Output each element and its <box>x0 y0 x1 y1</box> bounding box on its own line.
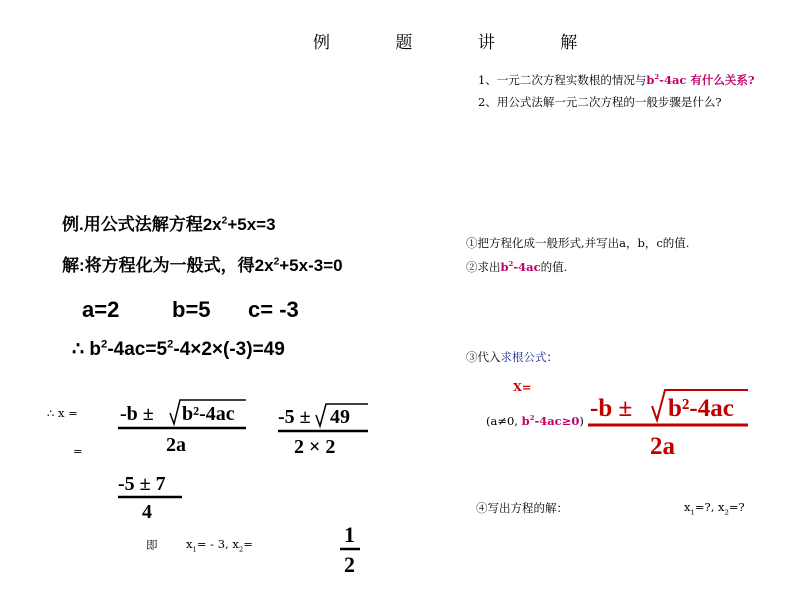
step-4-sub2: 2 <box>724 508 729 517</box>
step-1: ①把方程化成一般形式,并写出a，b，c的值. <box>466 236 690 250</box>
step-3 <box>466 349 558 365</box>
question-1-text: 1、一元二次方程实数根的情况与 <box>478 73 647 87</box>
cond-pre: (a≠0, <box>486 414 522 428</box>
step-4: ④写出方程的解： <box>476 501 568 515</box>
example-prompt-pre: 例.用公式法解方程2x <box>62 215 222 234</box>
slide-title: 例 题 讲 解 <box>313 33 608 53</box>
solution-sup: 2 <box>273 256 280 268</box>
roots-result <box>186 537 253 554</box>
solution-line <box>62 251 343 276</box>
question-1 <box>478 72 755 88</box>
disc-post: -4×2×(-3)=49 <box>173 339 285 360</box>
roots-x1-sub: 1 <box>192 545 197 554</box>
disc-mid: -4ac=5 <box>107 339 168 360</box>
quadratic-formula-svg <box>586 388 752 460</box>
fraction-half-svg <box>338 520 364 578</box>
fraction-general-rad: b²-4ac <box>182 403 235 425</box>
therefore-x: ∴ x = <box>47 406 78 420</box>
cond-b: b <box>521 414 530 428</box>
step-3-formula-link: 求根公式 <box>500 350 547 364</box>
cond-post: ) <box>579 414 584 428</box>
disc-sup1: 2 <box>100 338 108 351</box>
step-4-post: =? <box>728 500 745 514</box>
fraction-substituted-den: 2 × 2 <box>294 436 336 457</box>
disc-pre: ∴ b <box>72 339 101 360</box>
fraction-simplified-num: -5 ± 7 <box>118 473 166 495</box>
step-2-pre: ②求出 <box>466 260 501 274</box>
example-prompt-post: +5x=3 <box>227 215 276 234</box>
example-prompt-sup: 2 <box>221 215 228 227</box>
fraction-substituted-rad: 49 <box>330 406 350 428</box>
formula-den: 2a <box>650 433 675 460</box>
fraction-simplified-svg <box>114 468 186 524</box>
fraction-general-num: -b ± <box>120 403 154 425</box>
solution-post: +5x-3=0 <box>279 256 343 275</box>
step-2-post: 的值. <box>540 260 568 274</box>
fraction-half-num: 1 <box>344 522 355 547</box>
fraction-general-den: 2a <box>166 434 186 456</box>
step-3-pre: ③代入 <box>466 350 501 364</box>
step-4-mid: =?, x <box>694 500 725 514</box>
fraction-substituted-num: -5 ± <box>278 406 311 428</box>
coef-c: c= -3 <box>248 297 299 322</box>
fraction-substituted-svg <box>276 401 371 457</box>
formula-num: -b ± <box>590 395 633 422</box>
fraction-general-svg <box>116 398 250 458</box>
step-2-highlight <box>501 260 541 274</box>
example-prompt <box>62 210 276 235</box>
step-3-post: ： <box>546 350 558 364</box>
roots-x2-sub: 2 <box>238 545 244 554</box>
ji-label: 即 <box>146 538 158 552</box>
x-equals: X= <box>513 380 532 394</box>
coef-a: a=2 <box>82 297 120 322</box>
cond-mid: -4ac≥0 <box>534 414 580 428</box>
fraction-simplified-den: 4 <box>142 501 152 523</box>
step-4-sub1: 1 <box>690 508 695 517</box>
step-2-b: b <box>500 260 509 274</box>
question-1-post: -4ac 有什么关系? <box>659 73 755 87</box>
question-2: 2、用公式法解一元二次方程的一般步骤是什么? <box>478 95 722 109</box>
fraction-half-den: 2 <box>344 552 355 577</box>
roots-x2-val: = <box>243 537 253 551</box>
cond-sup: 2 <box>529 414 535 423</box>
solution-pre: 解:将方程化为一般式，得2x <box>62 256 274 275</box>
step-4-roots <box>684 500 745 517</box>
formula-condition <box>486 414 584 428</box>
step-2-sup: 2 <box>508 260 514 269</box>
disc-sup2: 2 <box>167 338 174 351</box>
question-1-sup: 2 <box>654 73 660 82</box>
step-2 <box>466 259 567 275</box>
quadratic-formula <box>586 388 752 464</box>
question-1-highlight <box>646 73 754 87</box>
fraction-simplified <box>114 468 186 528</box>
equals-sign: = <box>73 444 83 458</box>
step-2-mid: -4ac <box>513 260 541 274</box>
coef-b: b=5 <box>172 297 211 322</box>
step-4-x1: x <box>684 500 691 514</box>
fraction-substituted <box>276 401 371 461</box>
roots-x1: x <box>186 537 193 551</box>
cond-highlight <box>522 414 580 428</box>
fraction-general <box>116 398 250 462</box>
question-1-b: b <box>646 73 655 87</box>
formula-rad: b²-4ac <box>668 395 734 422</box>
discriminant-line <box>72 338 285 361</box>
roots-x1-val: = - 3, x <box>196 537 239 551</box>
fraction-half <box>338 520 364 582</box>
